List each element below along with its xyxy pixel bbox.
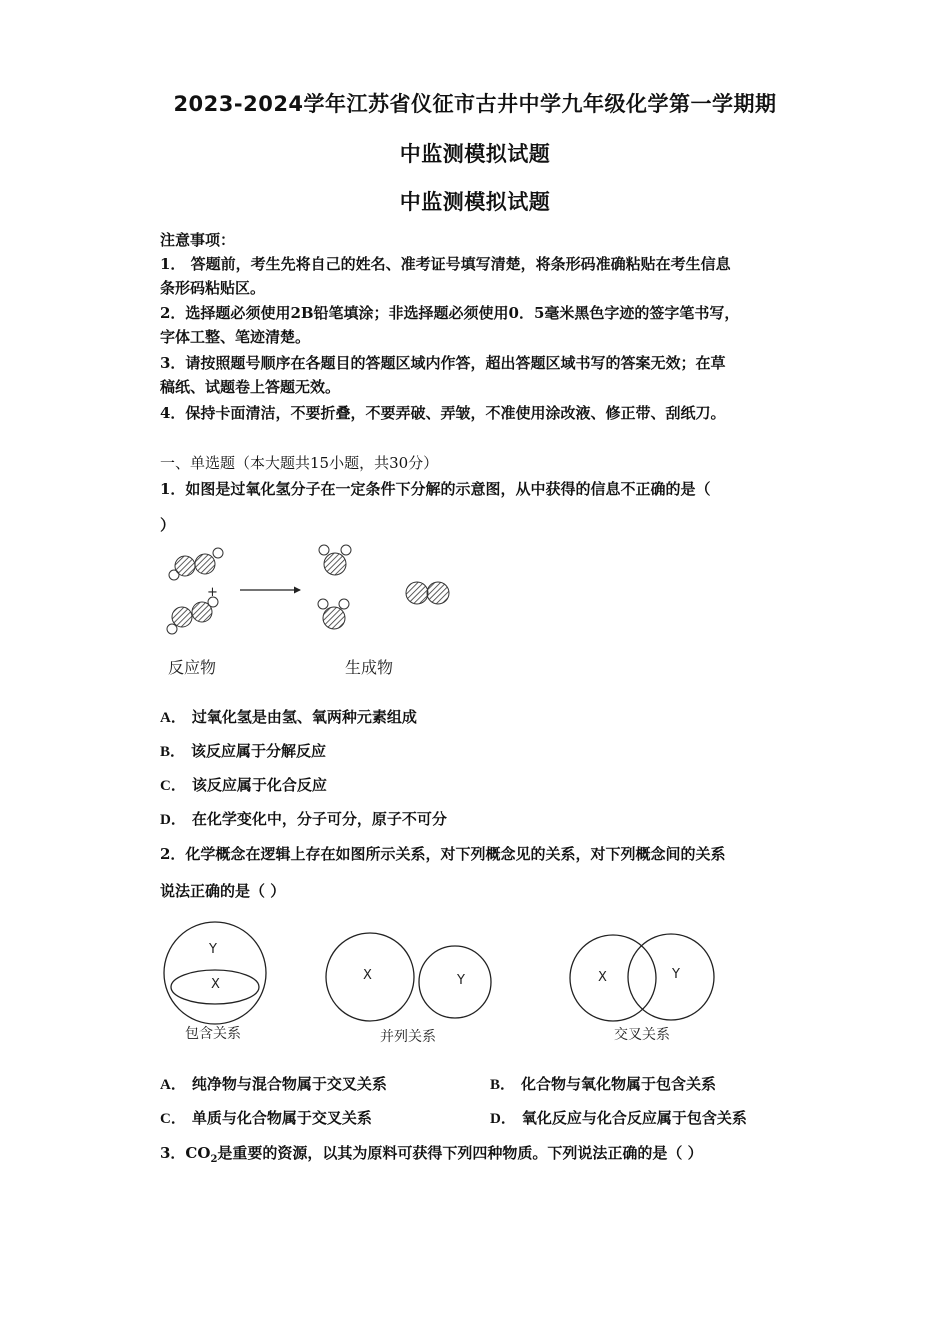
question-2-option-b: B． 化合物与氧化物属于包含关系 bbox=[490, 1075, 717, 1093]
notice-line: 条形码粘贴区。 bbox=[160, 279, 266, 297]
question-2-option-a: A． 纯净物与混合物属于交叉关系 bbox=[160, 1075, 387, 1093]
product-water-molecule bbox=[319, 545, 351, 575]
parallel-right-label: Y bbox=[457, 973, 465, 988]
reactant-molecule bbox=[167, 597, 218, 634]
notice-line: 1． 答题前，考生先将自己的姓名、准考证号填写清楚，将条形码准确粘贴在考生信息 bbox=[160, 255, 731, 273]
product-water-molecule bbox=[318, 599, 349, 629]
question-1-option-d: D． 在化学变化中，分子可分，原子不可分 bbox=[160, 810, 447, 828]
parallel-left-label: X bbox=[363, 968, 372, 983]
notice-line: 字体工整、笔迹清楚。 bbox=[160, 328, 311, 346]
intersection-diagram bbox=[570, 934, 714, 1021]
question-1-stem-end: ） bbox=[160, 516, 176, 534]
parallel-diagram bbox=[326, 933, 491, 1021]
reaction-arrow bbox=[240, 587, 301, 594]
question-2-stem: 2．化学概念在逻辑上存在如图所示关系，对下列概念见的关系，对下列概念间的关系 bbox=[160, 845, 726, 863]
question-1-option-c: C． 该反应属于化合反应 bbox=[160, 776, 327, 794]
intersection-right-label: Y bbox=[672, 967, 680, 982]
intersection-caption: 交叉关系 bbox=[614, 1027, 670, 1043]
inclusion-caption: 包含关系 bbox=[185, 1026, 241, 1042]
notice-line: 4．保持卡面清洁，不要折叠，不要弄破、弄皱，不准使用涂改液、修正带、刮纸刀。 bbox=[160, 404, 726, 422]
page-title-line-2: 中监测模拟试题 bbox=[399, 142, 551, 166]
question-2-option-d: D． 氧化反应与化合反应属于包含关系 bbox=[490, 1109, 747, 1127]
section-heading: 一、单选题（本大题共15小题，共30分） bbox=[160, 454, 439, 472]
reactant-molecule bbox=[169, 548, 223, 580]
inclusion-diagram bbox=[164, 922, 266, 1024]
notice-line: 2．选择题必须使用2B铅笔填涂；非选择题必须使用0．5毫米黑色字迹的签字笔书写， bbox=[160, 304, 740, 322]
notice-line: 稿纸、试题卷上答题无效。 bbox=[160, 378, 341, 396]
page-title-line-1: 2023-2024学年江苏省仪征市古井中学九年级化学第一学期期 bbox=[173, 92, 777, 116]
notice-line: 3．请按照题号顺序在各题目的答题区域内作答，超出答题区域书写的答案无效；在草 bbox=[160, 354, 726, 372]
question-1-stem: 1．如图是过氧化氢分子在一定条件下分解的示意图，从中获得的信息不正确的是（ bbox=[160, 480, 711, 498]
question-1-option-b: B． 该反应属于分解反应 bbox=[160, 742, 327, 760]
molecule-diagram bbox=[160, 540, 460, 650]
parallel-caption: 并列关系 bbox=[380, 1029, 436, 1045]
inclusion-inner-label: X bbox=[211, 977, 220, 992]
question-2-option-c: C． 单质与化合物属于交叉关系 bbox=[160, 1109, 372, 1127]
intersection-left-label: X bbox=[598, 970, 607, 985]
product-oxygen-molecule bbox=[406, 582, 449, 604]
plus-sign: + bbox=[207, 585, 218, 600]
question-2-stem-end: 说法正确的是（ ） bbox=[160, 882, 286, 900]
reactant-label: 反应物 bbox=[168, 658, 217, 677]
question-1-option-a: A． 过氧化氢是由氢、氧两种元素组成 bbox=[160, 708, 417, 726]
question-3-stem: 3．$CO_2$是重要的资源，以其为原料可获得下列四种物质。下列说法正确的是（ ） bbox=[160, 1144, 703, 1165]
notice-heading: 注意事项： bbox=[160, 231, 236, 249]
inclusion-outer-label: Y bbox=[209, 942, 217, 957]
product-label: 生成物 bbox=[345, 658, 394, 677]
page-title-line-3: 中监测模拟试题 bbox=[399, 190, 551, 214]
